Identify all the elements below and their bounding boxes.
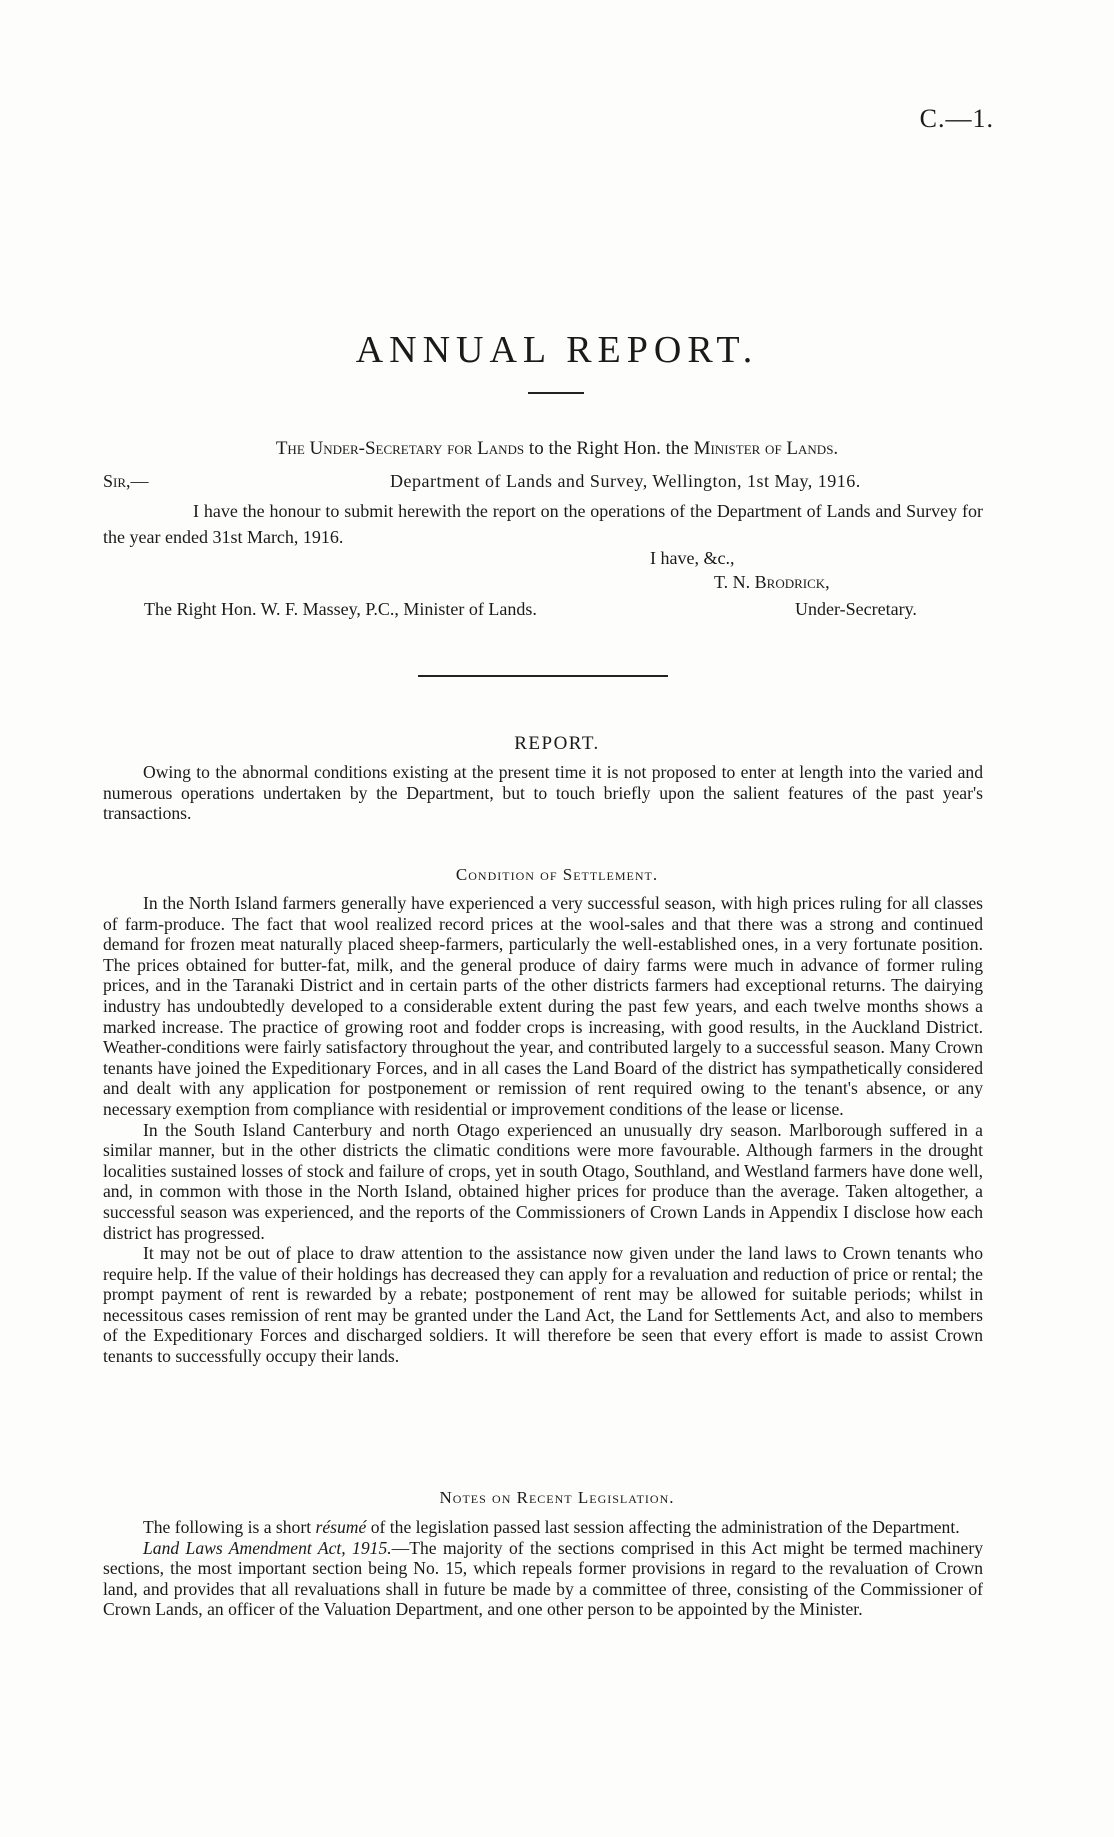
legislation-p1-after: of the legislation passed last session affecting the administration of the Department. xyxy=(366,1517,960,1537)
legislation-section xyxy=(103,1517,983,1620)
legislation-act-name: Land Laws Amendment Act, 1915. xyxy=(143,1537,392,1558)
page-identifier: C.—1. xyxy=(919,104,994,133)
settlement-paragraph-1: In the North Island farmers generally have experienced a very successful season, with high prices ruling for all classes of farm-produce. The fact that wool realized record prices at the wool-sales and that there was a strong and continued demand for frozen meat naturally placed sheep-farmers, particularly the well-established ones, in a very fortunate position. The prices obtained for butter-fat, milk, and the general produce of dairy farms were much in advance of former ruling prices, and in the Taranaki District and in certain parts of the other districts farmers had exceptional returns. The dairying industry has undoubtedly developed to a considerable extent during the past few years, and each twelve months shows a marked increase. The practice of growing root and fodder crops is increasing, with good results, in the Auckland District. Weather-conditions were fairly satisfactory throughout the year, and contributed largely to a successful season. Many Crown tenants have joined the Expeditionary Forces, and in all cases the Land Board of the district has sympathetically considered and dealt with any application for postponement or remission of rent required owing to the tenant's absence, or any necessary exemption from compliance with residential or improvement conditions of the lease or license. xyxy=(103,893,983,1119)
settlement-paragraph-2: In the South Island Canterbury and north Otago experienced an unusually dry season. Marlborough suffered in a similar manner, but in the other districts the climatic conditions were more favourable. Although farmers in the drought localities sustained losses of stock and failure of crops, yet in south Otago, Southland, and Westland farmers have done well, and, in common with those in the North Island, obtained higher prices for produce than the average. Taken altogether, a successful season was experienced, and the reports of the Commissioners of Crown Lands in Appendix I disclose how each district has progressed. xyxy=(103,1119,983,1243)
signer-name: T. N. Brodrick, xyxy=(714,572,830,592)
section-divider xyxy=(418,675,668,677)
legislation-p1-italic: résumé xyxy=(315,1517,367,1537)
settlement-section xyxy=(103,893,983,1367)
letter-closing: I have, &c., xyxy=(650,548,735,568)
report-intro-block xyxy=(103,762,983,824)
report-heading: REPORT. xyxy=(514,733,600,754)
legislation-p2-after: —The majority of the sections comprised in this Act might be termed machinery sections, the most important section being No. 15, which repeals former provisions in regard to the revaluation of Crown land, and provides that all revaluations shall in future be made by a committee of three, consisting of the Commissioner of Crown Lands, an officer of the Valuation Department, and one other person to be appointed by the Minister. xyxy=(103,1537,983,1620)
address-to: Minister of Lands. xyxy=(693,438,839,459)
signer-title: Under-Secretary. xyxy=(795,599,917,619)
legislation-paragraph-2 xyxy=(103,1538,983,1620)
address-middle: to the Right Hon. the xyxy=(524,438,694,459)
letter-body: I have the honour to submit herewith the report on the operations of the Department of Lands and Survey for the year ended 31st March, 1916. xyxy=(103,501,983,547)
salutation: Sir,— xyxy=(103,471,149,491)
address-from: The Under-Secretary for Lands xyxy=(275,438,525,459)
letter-addressee: The Right Hon. W. F. Massey, P.C., Minister of Lands. xyxy=(144,599,537,619)
title-divider xyxy=(528,392,584,394)
section-heading-legislation: Notes on Recent Legislation. xyxy=(439,1488,675,1507)
legislation-p1-before: The following is a short xyxy=(143,1517,316,1537)
report-intro: Owing to the abnormal conditions existing at the present time it is not proposed to enter at length into the varied and numerous operations undertaken by the Department, but to touch briefly upon the salient features of the past year's transactions. xyxy=(103,762,983,824)
legislation-paragraph-1 xyxy=(103,1517,983,1538)
section-heading-settlement: Condition of Settlement. xyxy=(455,865,659,884)
page-title: ANNUAL REPORT. xyxy=(355,329,759,371)
settlement-paragraph-3: It may not be out of place to draw attention to the assistance now given under the land laws to Crown tenants who require help. If the value of their holdings has decreased they can apply for a revaluation and reduction of price or rental; the prompt payment of rent is rewarded by a rebate; postponement of rent may be allowed for suitable periods; whilst in necessitous cases remission of rent may be granted under the Land Act, the Land for Settlements Act, and also to members of the Expeditionary Forces and discharged soldiers. It will therefore be seen that every effort is made to assist Crown tenants to successfully occupy their lands. xyxy=(103,1243,983,1367)
address-line xyxy=(0,438,1114,460)
dateline: Department of Lands and Survey, Wellington, 1st May, 1916. xyxy=(390,471,861,491)
